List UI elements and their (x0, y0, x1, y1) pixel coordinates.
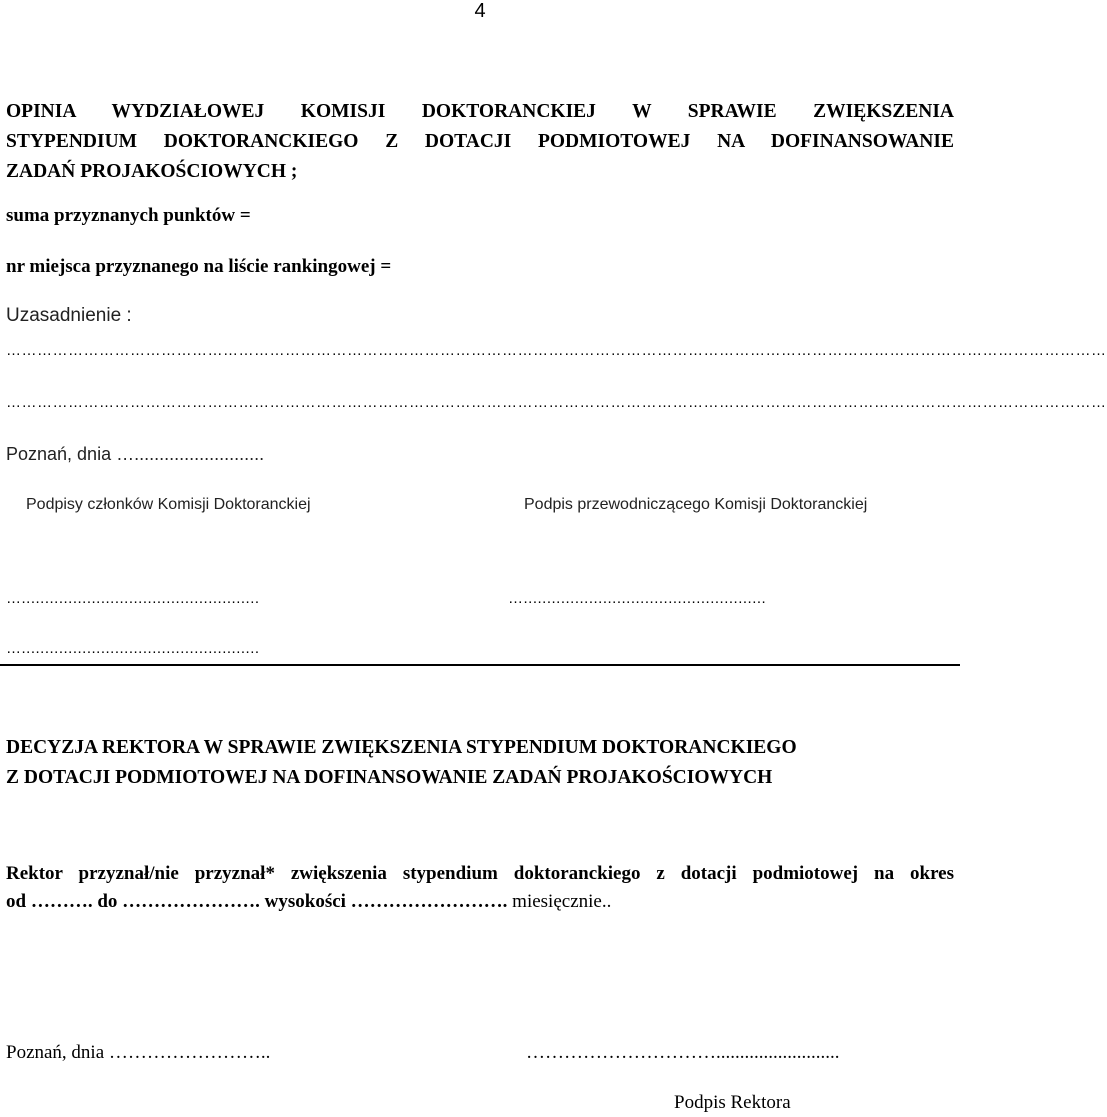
points-sum-label: suma przyznanych punktów = (6, 205, 251, 226)
chair-signature-line: ….................................................... (508, 590, 767, 607)
justification-line-1: …………………………………………………………………………………………………………………………………………………………………………………………… (6, 342, 1107, 359)
section-divider (0, 664, 960, 666)
decision-text-line-2-normal: miesięcznie.. (507, 891, 612, 912)
decision-heading (6, 733, 797, 793)
rank-label: nr miejsca przyznanego na liście rankingowej = (6, 256, 392, 277)
decision-text (6, 860, 954, 916)
members-signature-line-1: …................................................... (6, 590, 260, 607)
decision-text-line-2-bold: od ………. do …………………. wysokości ……………………. (6, 891, 508, 912)
opinion-heading-line-1: OPINIA WYDZIAŁOWEJ KOMISJI DOKTORANCKIEJ W SPRAWIE ZWIĘKSZENIA (6, 101, 954, 122)
rector-signature-line: ………………………….......................... (526, 1042, 840, 1063)
chair-signature-label: Podpis przewodniczącego Komisji Doktoranckiej (524, 496, 868, 513)
opinion-place-date: Poznań, dnia ….......................... (6, 444, 265, 464)
decision-text-line-1: Rektor przyznał/nie przyznał* zwiększenia stypendium doktoranckiego z dotacji podmiotowej na okres (6, 863, 954, 884)
decision-place-date: Poznań, dnia …………………….. (6, 1042, 271, 1063)
members-signature-line-2: …................................................... (6, 640, 260, 657)
decision-heading-line-1: DECYZJA REKTORA W SPRAWIE ZWIĘKSZENIA STYPENDIUM DOKTORANCKIEGO (6, 737, 797, 758)
decision-heading-line-2: Z DOTACJI PODMIOTOWEJ NA DOFINANSOWANIE ZADAŃ PROJAKOŚCIOWYCH (6, 767, 773, 788)
opinion-heading-line-2: STYPENDIUM DOKTORANCKIEGO Z DOTACJI PODMIOTOWEJ NA DOFINANSOWANIE (6, 131, 954, 152)
opinion-heading-line-3: ZADAŃ PROJAKOŚCIOWYCH ; (6, 161, 298, 182)
opinion-heading (6, 97, 954, 187)
justification-line-2: …………………………………………………………………………………………………………………………………………………………………………………………… (6, 394, 1107, 411)
justification-label: Uzasadnienie : (6, 305, 132, 326)
rector-signature-label: Podpis Rektora (674, 1092, 791, 1113)
members-signature-label: Podpisy członków Komisji Doktoranckiej (26, 496, 311, 513)
page-number: 4 (474, 0, 486, 22)
